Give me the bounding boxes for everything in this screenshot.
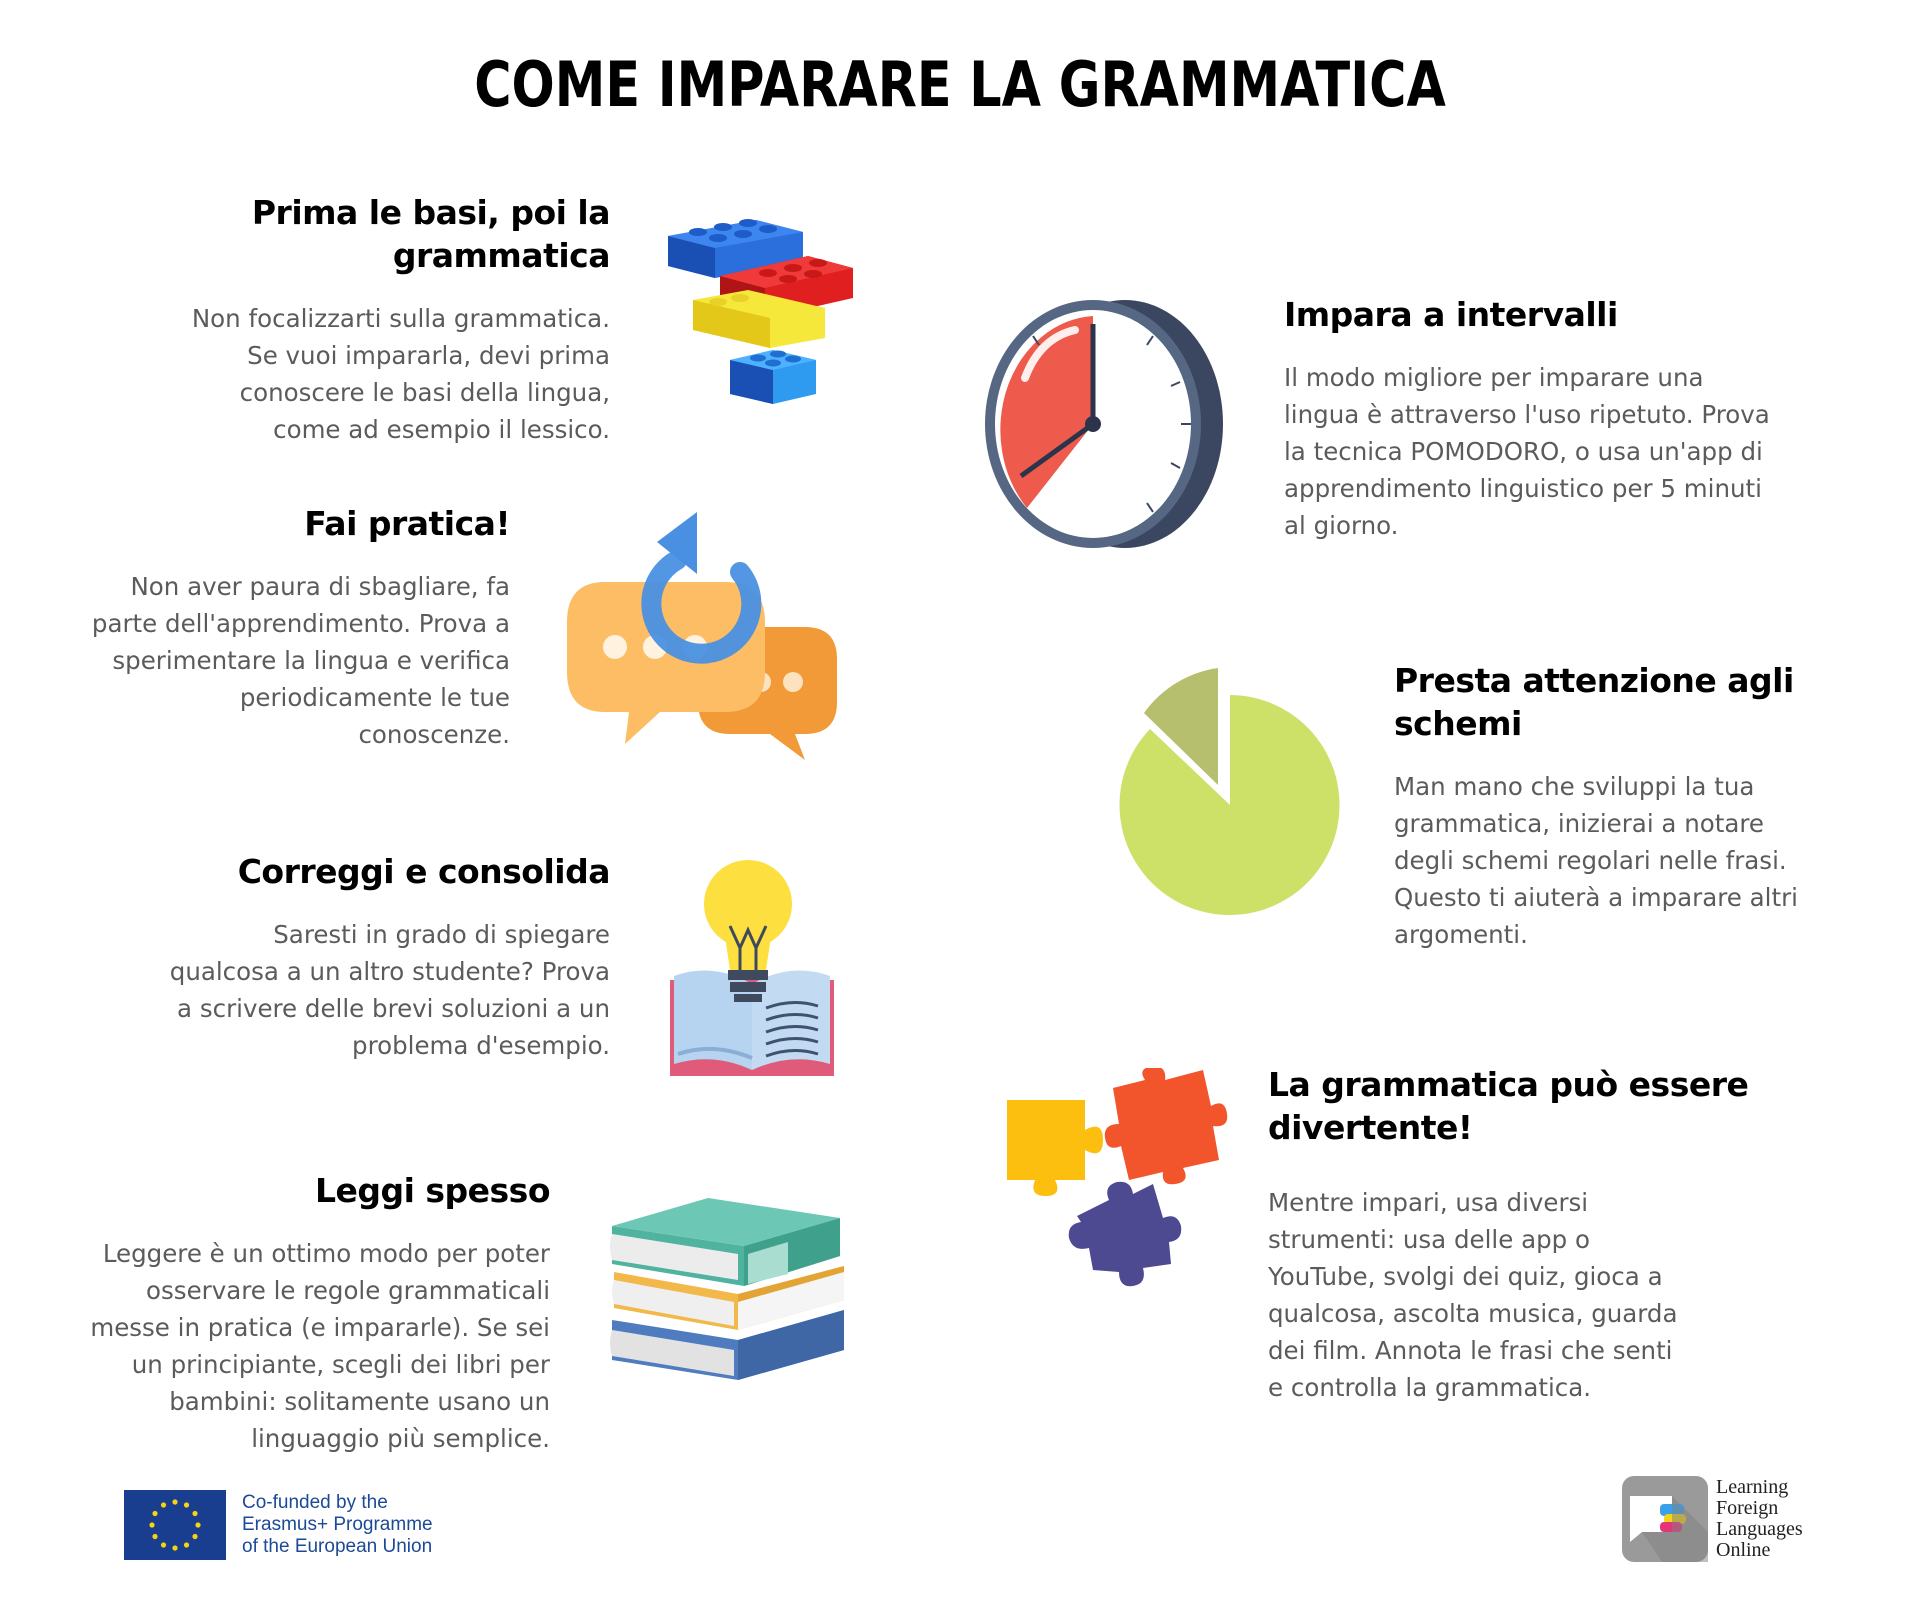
section-divertente-text: Mentre impari, usa diversi strumenti: usa delle app o YouTube, svolgi dei quiz, gioca a qualcosa, ascolta musica, guarda dei film. Annota le frasi che senti e controlla la grammatica.: [1268, 1187, 1678, 1402]
section-basi-heading: Prima le basi, poi la grammatica: [251, 193, 610, 275]
section-intervalli: [1284, 294, 1844, 544]
lfl-footer: [1622, 1476, 1803, 1562]
section-intervalli-heading: Impara a intervalli: [1284, 295, 1618, 334]
section-divertente: [1268, 1064, 1788, 1406]
eu-footer: [124, 1490, 433, 1560]
lfl-logo-icon: [1622, 1476, 1708, 1562]
section-correggi: [40, 851, 610, 1064]
books-stack-icon: [608, 1190, 848, 1390]
lightbulb-book-icon: [668, 858, 838, 1078]
section-pratica-heading: Fai pratica!: [304, 504, 510, 543]
section-correggi-heading: Correggi e consolida: [237, 852, 610, 891]
speech-bubbles-icon: [565, 512, 840, 762]
section-schemi-text: Man mano che sviluppi la tua grammatica, inizierai a notare degli schemi regolari nelle frasi. Questo ti aiuterà a imparare altri argomenti.: [1394, 771, 1798, 949]
section-leggi-text: Leggere è un ottimo modo per poter osservare le regole grammaticali messe in pratica (e impararle). Se sei un principiante, scegli dei libri per bambini: solitamente usano un linguaggio più semplice.: [90, 1238, 550, 1453]
lego-bricks-icon: [668, 198, 858, 413]
section-schemi: [1394, 660, 1914, 953]
section-leggi-heading: Leggi spesso: [314, 1171, 550, 1210]
eu-flag-icon: [124, 1490, 226, 1560]
pie-chart-icon: [1112, 665, 1342, 920]
section-pratica-text: Non aver paura di sbagliare, fa parte dell'apprendimento. Prova a sperimentare la lingua e verifica periodicamente le tue conoscenze.: [91, 571, 510, 749]
page-title: COME IMPARARE LA GRAMMATICA: [474, 48, 1446, 121]
puzzle-pieces-icon: [1005, 1068, 1235, 1293]
section-basi-text: Non focalizzarti sulla grammatica. Se vuoi impararla, devi prima conoscere le basi della lingua, come ad esempio il lessico.: [191, 303, 610, 444]
section-schemi-heading: Presta attenzione agli schemi: [1394, 661, 1794, 743]
clock-icon: [985, 298, 1225, 550]
section-pratica: [40, 503, 510, 753]
section-intervalli-text: Il modo migliore per imparare una lingua è attraverso l'uso ripetuto. Prova la tecnica POMODORO, o usa un'app di apprendimento linguistico per 5 minuti al giorno.: [1284, 362, 1770, 540]
section-correggi-text: Saresti in grado di spiegare qualcosa a un altro studente? Prova a scrivere delle brevi soluzioni a un problema d'esempio.: [169, 919, 610, 1060]
section-divertente-heading: La grammatica può essere divertente!: [1268, 1065, 1749, 1147]
section-leggi: [40, 1170, 550, 1457]
lfl-name-text: Learning Foreign Languages Online: [1716, 1476, 1803, 1561]
section-basi: [40, 192, 610, 448]
eu-cofunded-text: Co-funded by the Erasmus+ Programme of the European Union: [242, 1492, 433, 1557]
